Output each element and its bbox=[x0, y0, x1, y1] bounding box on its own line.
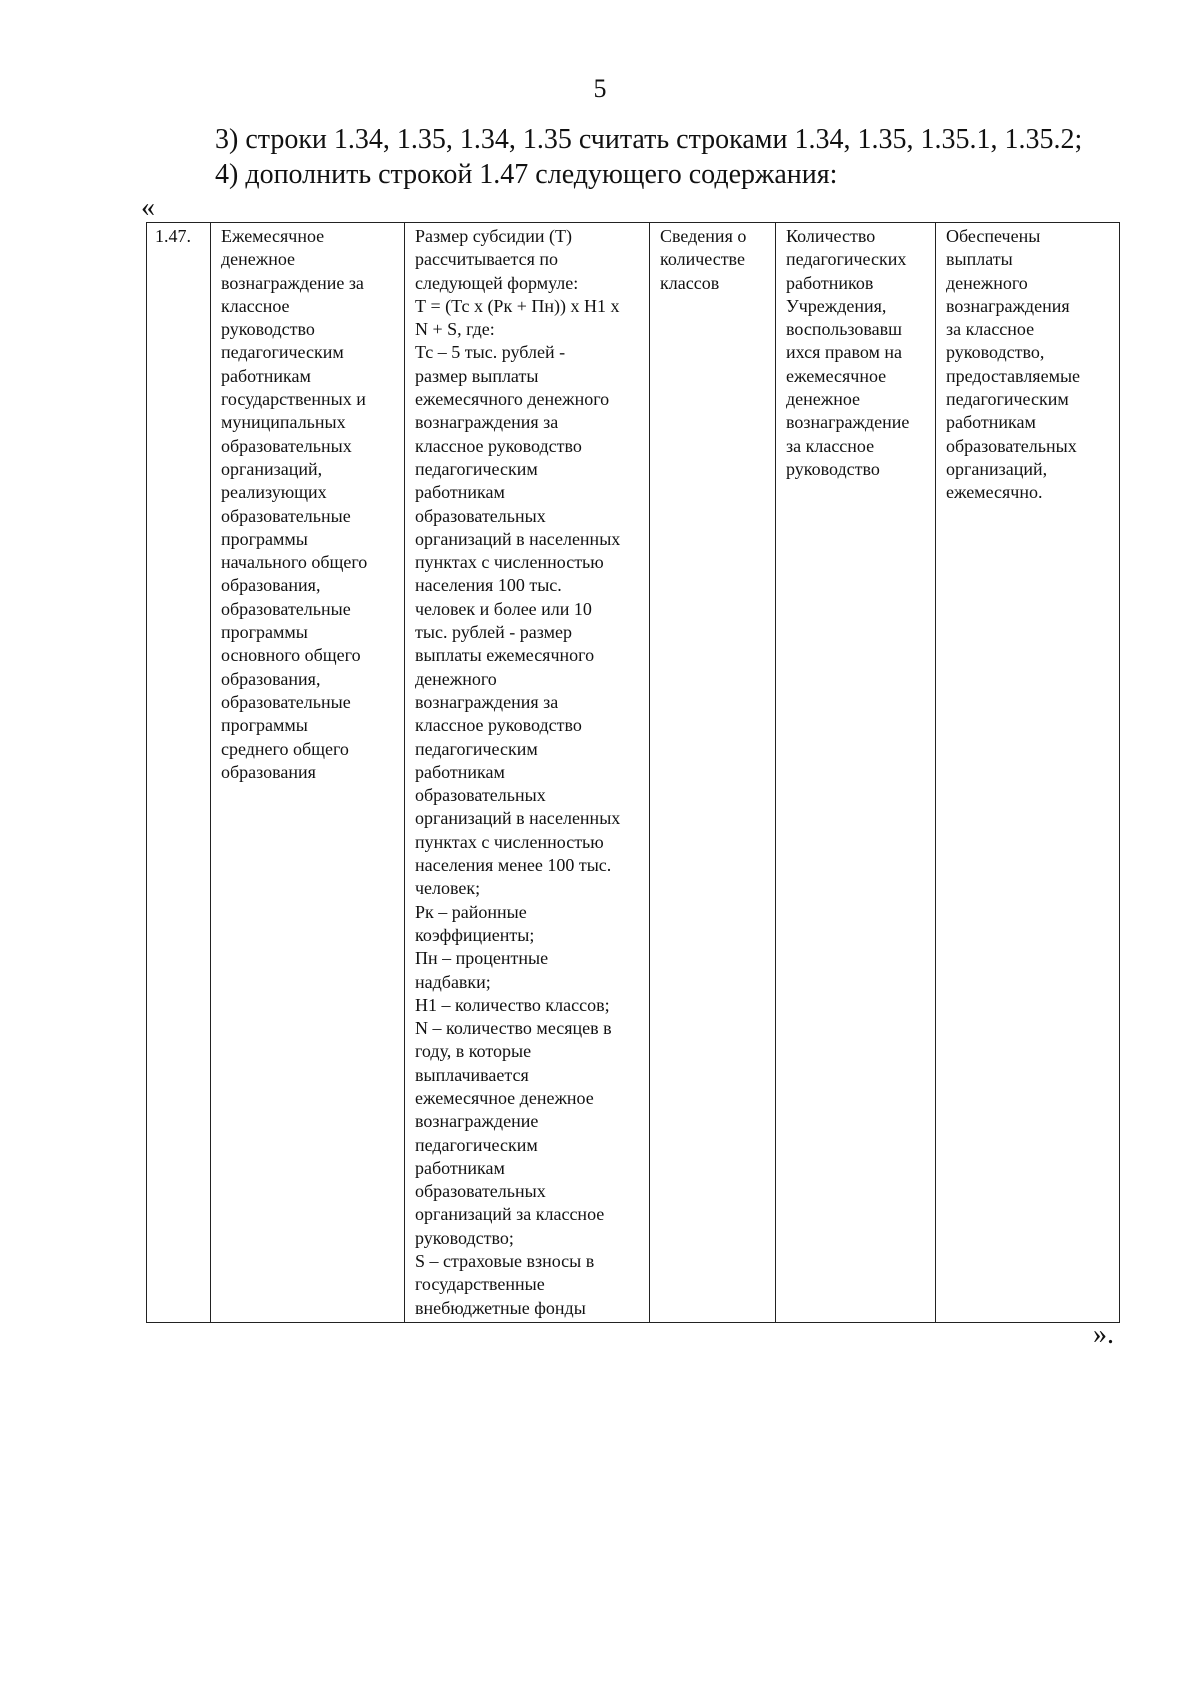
cell-text-line: организаций за классное bbox=[415, 1204, 605, 1225]
cell-text-line: образования, bbox=[221, 668, 321, 689]
cell-text-line: образовательные bbox=[221, 598, 351, 619]
cell-text-line: классное руководство bbox=[415, 715, 582, 736]
cell-text-line: тыс. рублей - размер bbox=[415, 622, 573, 643]
cell-text-line: ежемесячное денежное bbox=[415, 1087, 594, 1108]
cell-text-line: населения менее 100 тыс. bbox=[415, 855, 612, 876]
cell-text-line: организаций в населенных bbox=[415, 528, 621, 549]
cell-text-line: Пн – процентные bbox=[415, 948, 549, 969]
cell-text-line: образовательных bbox=[221, 435, 352, 456]
cell-text-line: образовательных bbox=[415, 505, 546, 526]
cell-text-line: Количество bbox=[786, 226, 876, 246]
cell-text-line: человек и более или 10 bbox=[415, 598, 592, 619]
cell-text-line: вознаграждение bbox=[415, 1111, 539, 1132]
cell-text-line: вознаграждения bbox=[946, 295, 1070, 316]
cell-text-line: работников bbox=[786, 272, 874, 293]
cell-text-line: реализующих bbox=[221, 482, 327, 503]
cell-text-line: Сведения о bbox=[660, 226, 747, 246]
cell-text-line: образования, bbox=[221, 575, 321, 596]
cell-text-line: S – страховые взносы в bbox=[415, 1251, 595, 1272]
cell-text-line: среднего общего bbox=[221, 738, 349, 759]
cell-text-line: населения 100 тыс. bbox=[415, 575, 562, 596]
cell-text-line: программы bbox=[221, 622, 308, 643]
cell-text-line: пунктах с численностью bbox=[415, 552, 604, 573]
cell-text-line: денежное bbox=[786, 389, 861, 410]
cell-text-line: образования bbox=[221, 761, 316, 782]
cell-text-line: следующей формуле: bbox=[415, 272, 579, 293]
cell-text-line: за классное bbox=[946, 319, 1035, 340]
cell-text-line: вознаграждение за bbox=[221, 272, 364, 293]
cell-text-line: классное руководство bbox=[415, 435, 582, 456]
intro-line-rows-renumber: 3) строки 1.34, 1.35, 1.34, 1.35 считать строками 1.34, 1.35, 1.35.1, 1.35.2; bbox=[215, 124, 1083, 155]
cell-text-line: денежного bbox=[415, 668, 497, 689]
cell-text-line: выплачивается bbox=[415, 1064, 529, 1085]
cell-text-line: денежного bbox=[946, 272, 1028, 293]
opening-quote: « bbox=[141, 192, 155, 223]
cell-text-line: Т = (Тс x (Рк + Пн)) x Н1 x bbox=[415, 295, 620, 316]
cell-text-line: N + S, где: bbox=[415, 319, 495, 340]
cell-text-line: количестве bbox=[660, 249, 745, 270]
cell-text-line: руководство; bbox=[415, 1227, 514, 1248]
cell-text-line: Обеспечены bbox=[946, 226, 1041, 246]
cell-text-line: педагогическим bbox=[221, 342, 344, 363]
cell-text-line: педагогических bbox=[786, 249, 907, 270]
cell-text-line: начального общего bbox=[221, 552, 368, 573]
cell-text-line: Размер субсидии (Т) bbox=[415, 226, 572, 246]
cell-text-line: работникам bbox=[221, 365, 311, 386]
row-name-cell bbox=[211, 223, 405, 1323]
cell-text-line: государственных и bbox=[221, 389, 366, 410]
cell-text-line: образовательные bbox=[221, 505, 351, 526]
cell-text-line: N – количество месяцев в bbox=[415, 1018, 612, 1039]
cell-text-line: за классное bbox=[786, 435, 875, 456]
cell-text-line: работникам bbox=[415, 761, 505, 782]
page-number: 5 bbox=[593, 74, 607, 103]
cell-text-line: классное bbox=[221, 295, 290, 316]
cell-text-line: внебюджетные фонды bbox=[415, 1297, 586, 1318]
cell-text-line: педагогическим bbox=[415, 738, 538, 759]
cell-text-line: классов bbox=[660, 272, 720, 293]
row-indicator-cell bbox=[776, 223, 936, 1323]
cell-text-line: выплаты bbox=[946, 249, 1013, 270]
closing-quote: ». bbox=[1093, 1319, 1114, 1350]
amendment-table bbox=[146, 222, 1120, 1323]
cell-text-line: образовательных bbox=[415, 1181, 546, 1202]
cell-text-line: основного общего bbox=[221, 645, 361, 666]
cell-text-line: руководство, bbox=[946, 342, 1045, 363]
cell-text-line: ихся правом на bbox=[786, 342, 903, 363]
cell-text-line: ежемесячного денежного bbox=[415, 389, 610, 410]
row-source-cell bbox=[650, 223, 776, 1323]
cell-text-line: предоставляемые bbox=[946, 365, 1081, 386]
cell-text-line: муниципальных bbox=[221, 412, 346, 433]
cell-text-line: денежное bbox=[221, 249, 296, 270]
cell-text-line: воспользовавш bbox=[786, 319, 903, 340]
cell-text-line: коэффициенты; bbox=[415, 924, 535, 945]
cell-text-line: работникам bbox=[946, 412, 1036, 433]
cell-text-line: Учреждения, bbox=[786, 295, 887, 316]
cell-text-line: пунктах с численностью bbox=[415, 831, 604, 852]
cell-text-line: Н1 – количество классов; bbox=[415, 994, 610, 1015]
cell-text-line: педагогическим bbox=[415, 458, 538, 479]
cell-text-line: размер выплаты bbox=[415, 365, 539, 386]
cell-text-line: работникам bbox=[415, 1157, 505, 1178]
cell-text-line: вознаграждения за bbox=[415, 412, 559, 433]
row-number-cell: 1.47. bbox=[147, 223, 211, 1323]
cell-text-line: году, в которые bbox=[415, 1041, 532, 1062]
cell-text-line: вознаграждения за bbox=[415, 691, 559, 712]
cell-text-line: программы bbox=[221, 715, 308, 736]
row-method-cell bbox=[405, 223, 650, 1323]
cell-text-line: образовательных bbox=[415, 785, 546, 806]
cell-text-line: руководство bbox=[786, 458, 880, 479]
cell-text-line: Ежемесячное bbox=[221, 226, 325, 246]
cell-text-line: организаций в населенных bbox=[415, 808, 621, 829]
cell-text-line: ежемесячно. bbox=[946, 482, 1043, 503]
cell-text-line: выплаты ежемесячного bbox=[415, 645, 595, 666]
cell-text-line: Рк – районные bbox=[415, 901, 527, 922]
cell-text-line: организаций, bbox=[221, 458, 323, 479]
cell-text-line: образовательных bbox=[946, 435, 1077, 456]
cell-text-line: работникам bbox=[415, 482, 505, 503]
row-result-cell bbox=[936, 223, 1120, 1323]
cell-text-line: педагогическим bbox=[946, 389, 1069, 410]
cell-text-line: ежемесячное bbox=[786, 365, 887, 386]
table-row bbox=[147, 223, 1120, 1323]
cell-text-line: вознаграждение bbox=[786, 412, 910, 433]
cell-text-line: организаций, bbox=[946, 458, 1048, 479]
cell-text-line: руководство bbox=[221, 319, 315, 340]
cell-text-line: человек; bbox=[415, 878, 481, 899]
cell-text-line: надбавки; bbox=[415, 971, 491, 992]
cell-text-line: Тс – 5 тыс. рублей - bbox=[415, 342, 566, 363]
cell-text-line: образовательные bbox=[221, 691, 351, 712]
cell-text-line: рассчитывается по bbox=[415, 249, 558, 270]
cell-text-line: программы bbox=[221, 528, 308, 549]
intro-line-add-row: 4) дополнить строкой 1.47 следующего содержания: bbox=[215, 159, 838, 190]
cell-text-line: государственные bbox=[415, 1274, 545, 1295]
cell-text-line: педагогическим bbox=[415, 1134, 538, 1155]
